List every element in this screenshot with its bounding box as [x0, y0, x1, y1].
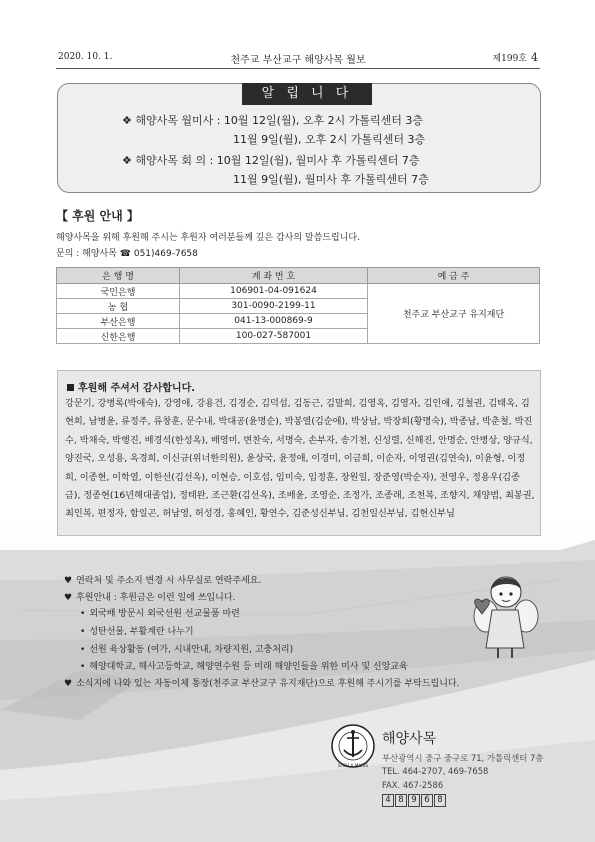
bank-name: 신한은행: [57, 329, 180, 344]
zip-digit: 8: [434, 794, 446, 807]
donor-list-title: 후원해 주셔서 감사합니다.: [67, 379, 195, 394]
heart-icon: ♥: [64, 679, 73, 689]
org-fax: FAX. 467-2586: [382, 780, 444, 790]
org-address: 부산광역시 중구 중구로 71, 가톨릭센터 7층: [382, 753, 544, 763]
page-header: [56, 48, 540, 69]
stella-maris-logo: [330, 723, 376, 769]
donor-list-box: [57, 370, 541, 536]
column-header-holder: 예 금 주: [368, 268, 540, 284]
support-title: 【 후원 안내 】: [56, 209, 139, 223]
table-header-row: [57, 268, 540, 284]
postal-code: [382, 794, 446, 807]
zip-digit: 8: [395, 794, 407, 807]
account-number: 041-13-000869-9: [180, 314, 368, 329]
donor-names: 강문기, 강병록(박애숙), 강영애, 강용건, 김경순, 김덕섭, 김동근, 김말희, 김영옥, 김영자, 김인애, 김철권, 김태옥, 김현희, 남병윤, 류정주, 류창훈, 문수내, 박대공(윤명순), 박봉열(김순애), 박상남, 박장희(황명숙), 박종남, 박춘철, 박진수, 박채숙, 박행진, 배경석(한성옥), 배영미, 변찬숙, 서명숙, 손부자, 송기천, 신성렬, 신해진, 안명순, 안병상, 양규식, 양진국, 오성용, 옥경희, 이신규(위너한의원), 윤상국, 윤정애, 이경미, 이금희, 이순자, 이영권(김연숙), 이윤형, 이정희, 이종현, 이학열, 이한선(김선옥), 이현승, 이호섭, 임미숙, 임정훈, 장원일, 장준영(박순자), 전영우, 정용우(김종금), 정종현(16년해대졸업), 정태완, 조근환(김선옥), 조배윤, 조영순, 조정가, 조종래, 조천복, 조향지, 채양범, 최봉권, 최인복, 편정자, 함일곤, 허남영, 허성경, 홍혜인, 황연수, 김준성신부님, 김천일신부님, 김현신부님: [65, 398, 535, 520]
account-number: 106901-04-091624: [180, 284, 368, 299]
account-number: 301-0090-2199-11: [180, 299, 368, 314]
heart-icon: ♥: [64, 576, 73, 586]
usage-item: • 선원 육상활동 (여가, 시내안내, 차량지원, 고충처리): [80, 645, 294, 655]
notice-line: 11월 9일(월), 오후 2시 가톨릭센터 3층: [233, 133, 426, 146]
notice-line: 11월 9일(월), 월미사 후 가톨릭센터 7층: [233, 173, 429, 186]
bank-name: 국민은행: [57, 284, 180, 299]
account-number: 100-027-587001: [180, 329, 368, 344]
notice-title: 알 립 니 다: [242, 83, 372, 105]
usage-item: • 해양대학교, 해사고등학교, 해양연수원 등 미래 해양인들을 위한 미사 및 신앙교육: [80, 662, 408, 672]
info-bullet: ♥ 후원안내 : 후원금은 이런 일에 쓰입니다.: [64, 593, 236, 603]
info-bullet: ♥ 연락처 및 주소지 변경 시 사무실로 연락주세요.: [64, 576, 262, 586]
bullet-dot-icon: •: [80, 609, 86, 619]
bullet-dot-icon: •: [80, 662, 86, 672]
notice-line: ❖ 해양사목 월미사 : 10월 12일(월), 오후 2시 가톨릭센터 3층: [122, 114, 423, 127]
issue-date: 2020. 10. 1.: [58, 52, 113, 62]
notice-line: ❖ 해양사목 회 의 : 10월 12일(월), 월미사 후 가톨릭센터 7층: [122, 154, 420, 167]
bank-name: 농 협: [57, 299, 180, 314]
column-header-account: 계 좌 번 호: [180, 268, 368, 284]
bank-account-table: [56, 267, 540, 344]
usage-item: • 성탄선물, 부활계란 나누기: [80, 627, 194, 637]
account-holder: 천주교 부산교구 유지재단: [368, 284, 540, 344]
zip-digit: 9: [408, 794, 420, 807]
support-contact: 문의 : 해양사목 ☎ 051)469-7658: [56, 249, 198, 259]
newsletter-title: 천주교 부산교구 해양사목 월보: [230, 55, 366, 66]
square-bullet-icon: [67, 384, 74, 391]
org-name: 해양사목: [382, 731, 437, 747]
notice-box: [57, 83, 541, 193]
table-row: [57, 284, 540, 299]
bank-name: 부산은행: [57, 314, 180, 329]
page-number: 4: [531, 51, 538, 64]
support-description: 해양사목을 위해 후원해 주시는 후원자 여러분들께 깊은 감사의 말씀드립니다.: [56, 233, 360, 243]
issue-number: 제199호 4: [492, 51, 538, 64]
column-header-bank: 은 행 명: [57, 268, 180, 284]
info-bullet: ♥ 소식지에 나와 있는 자동이체 통장(천주교 부산교구 유지재단)으로 후원해 주시기를 부탁드립니다.: [64, 679, 460, 689]
usage-item: • 외국배 방문시 외국선원 선교물품 마련: [80, 609, 240, 619]
angel-mascot-illustration: [470, 566, 540, 662]
bullet-dot-icon: •: [80, 645, 86, 655]
zip-digit: 4: [382, 794, 394, 807]
svg-text:STELLA MARIS: STELLA MARIS: [337, 763, 369, 768]
zip-digit: 6: [421, 794, 433, 807]
bullet-dot-icon: •: [80, 627, 86, 637]
heart-icon: ♥: [64, 593, 73, 603]
org-phone: TEL. 464-2707, 469-7658: [382, 766, 489, 776]
